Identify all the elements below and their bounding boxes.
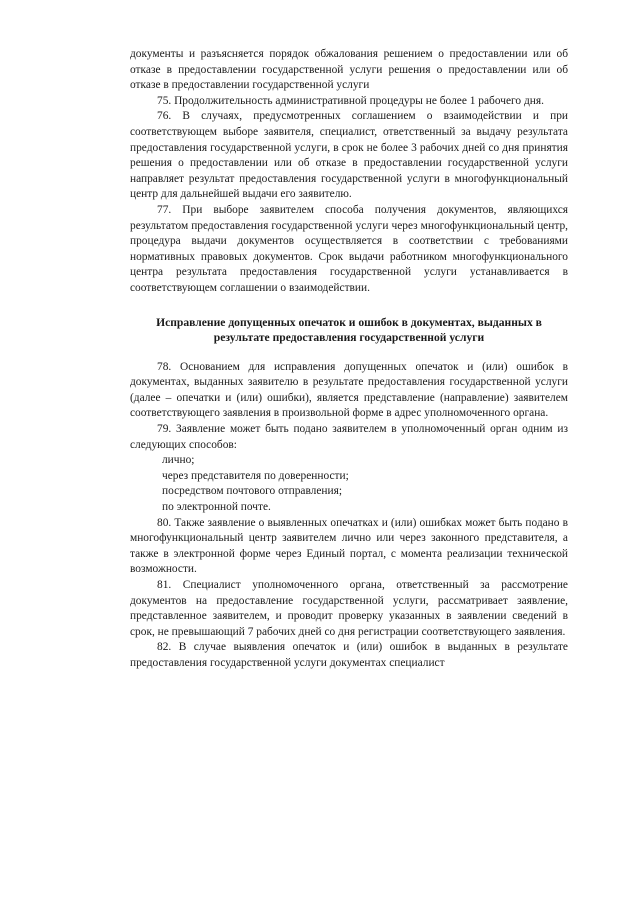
paragraph-78: 78. Основанием для исправления допущенных опечаток и (или) ошибок в документах, выданных заявителю в результате предоставления государственной услуги (далее – опечатки и (или) ошибки), является представление (направление) заявителем соответствующего заявления в произвольной форме в адрес уполномоченного органа. bbox=[130, 360, 568, 420]
paragraph-82: 82. В случае выявления опечаток и (или) ошибок в выданных в результате предоставления государственной услуги документах специалист bbox=[130, 641, 568, 669]
paragraph-81: 81. Специалист уполномоченного органа, ответственный за рассмотрение документов на предоставление государственной услуги, рассматривает заявление, представленное заявителем, и проводит проверку указанных в заявлении сведений в срок, не превышающий 7 рабочих дней со дня регистрации соответствующего заявления. bbox=[130, 579, 568, 638]
paragraph-77: 77. При выборе заявителем способа получения документов, являющихся результатом предоставления государственной услуги через многофункциональный центр, процедура выдачи документов осуществляется в соответствии с требованиями нормативных правовых документов. Срок выдачи работником многофункционального центра результата предоставления государственной услуги устанавливается в соответствующем соглашении о взаимодействии. bbox=[130, 203, 568, 294]
document-body bbox=[130, 47, 568, 672]
list-item-in-person: лично; bbox=[162, 454, 195, 467]
paragraph-76: 76. В случаях, предусмотренных соглашением о взаимодействии и при соответствующем выборе заявителя, специалист, ответственный за выдачу результата предоставления государственной услуги, в срок не более 3 рабочих дней со дня принятия решения о предоставлении или об отказе в предоставлении государственной услуги направляет результат предоставления государственной услуги в многофункциональный центр для дальнейшей выдачи его заявителю. bbox=[130, 110, 568, 201]
paragraph-79: 79. Заявление может быть подано заявителем в уполномоченный орган одним из следующих способов: bbox=[130, 423, 568, 451]
list-item-post: посредством почтового отправления; bbox=[162, 485, 343, 498]
paragraph-continuation: документы и разъясняется порядок обжалования решением о предоставлении или об отказе в предоставлении государственной услуги решения о предоставлении или об отказе в предоставлении государственной услуги bbox=[130, 48, 568, 92]
paragraph-80: 80. Также заявление о выявленных опечатках и (или) ошибках может быть подано в многофункциональный центр заявителем лично или через законного представителя, а также в электронной форме через Единый портал, с момента реализации технической возможности. bbox=[130, 516, 568, 576]
list-item-representative: через представителя по доверенности; bbox=[162, 469, 349, 482]
section-heading: Исправление допущенных опечаток и ошибок в документах, выданных в результате предоставления государственной услуги bbox=[156, 315, 542, 345]
list-item-email: по электронной почте. bbox=[162, 501, 271, 514]
paragraph-75: 75. Продолжительность административной процедуры не более 1 рабочего дня. bbox=[157, 94, 544, 107]
